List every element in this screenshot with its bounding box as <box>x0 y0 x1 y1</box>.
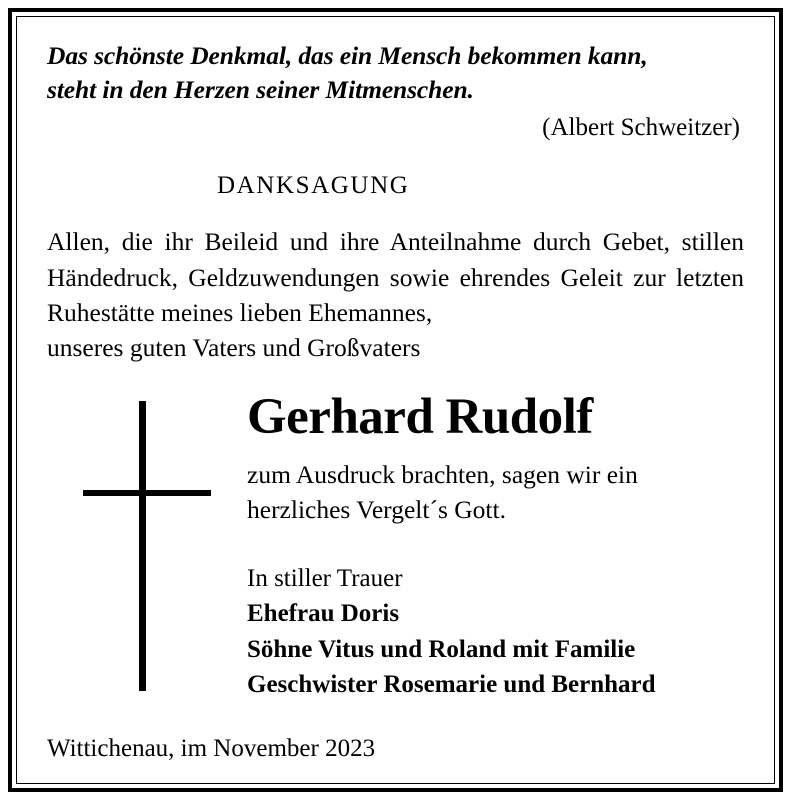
closing-paragraph <box>247 457 741 527</box>
name-block <box>247 391 744 703</box>
intro-text: Allen, die ihr Beileid und ihre Anteilnahme durch Gebet, stillen Händedruck, Geldzuwendungen sowie ehrendes Geleit zur letzten Ruhestätte meines lieben Ehemannes, <box>47 227 744 327</box>
cross-horizontal-bar <box>83 490 211 496</box>
intro-paragraph <box>47 224 744 365</box>
name-and-cross-section <box>47 391 744 703</box>
quote-text <box>47 39 744 106</box>
mourner-line-1: Ehefrau Doris <box>247 600 400 628</box>
closing-tail: herzliches Vergelt´s Gott. <box>247 494 506 524</box>
page-title: DANKSAGUNG <box>217 172 410 200</box>
border-frame-outer <box>8 8 783 792</box>
border-frame-inner <box>16 16 775 784</box>
place-and-date: Wittichenau, im November 2023 <box>47 735 376 762</box>
christian-cross-icon <box>83 401 211 691</box>
quote-line-2: steht in den Herzen seiner Mitmenschen. <box>47 74 474 104</box>
cross-vertical-bar <box>139 401 146 691</box>
mourners-lead: In stiller Trauer <box>247 564 403 592</box>
mourner-line-3: Geschwister Rosemarie und Bernhard <box>247 671 656 699</box>
intro-last-line: unseres guten Vaters und Großvaters <box>47 332 421 362</box>
quote-author: (Albert Schweitzer) <box>542 114 740 142</box>
mourners-block <box>247 561 744 703</box>
closing-text: zum Ausdruck brachten, sagen wir ein <box>247 459 638 489</box>
deceased-name: Gerhard Rudolf <box>247 389 593 446</box>
mourner-line-2: Söhne Vitus und Roland mit Familie <box>247 635 636 663</box>
quote-line-1: Das schönste Denkmal, das ein Mensch bekommen kann, <box>47 41 648 70</box>
